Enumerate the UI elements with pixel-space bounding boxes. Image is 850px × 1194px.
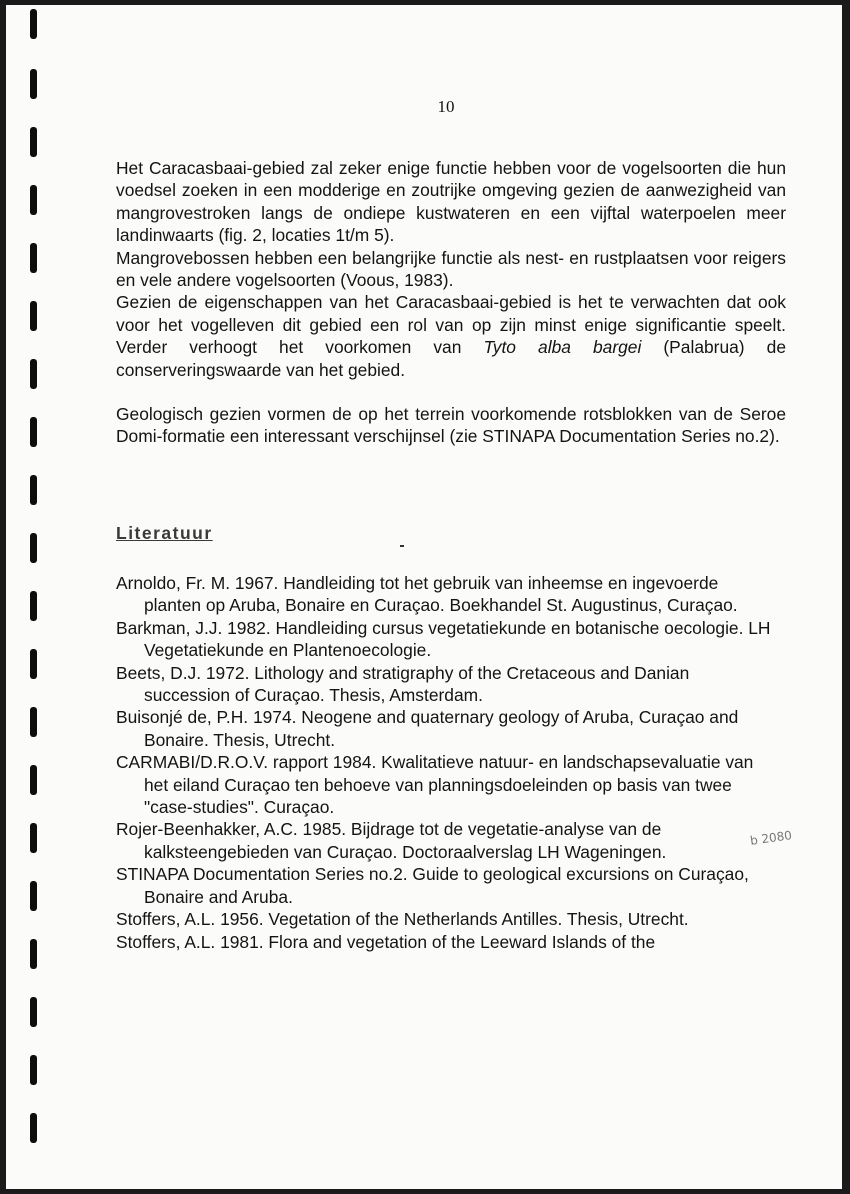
paragraph-mangroves: Mangrovebossen hebben een belangrijke functie als nest- en rustplaatsen voor reigers en vele andere vogelsoorten (Voous, 1983).	[116, 247, 786, 291]
reference-item: Rojer-Beenhakker, A.C. 1985. Bijdrage tot de vegetatie-analyse van de kalksteengebieden van Curaçao. Doctoraalverslag LH Wageningen.	[116, 819, 667, 862]
paragraph-birds: Het Caracasbaai-gebied zal zeker enige functie hebben voor de vogelsoorten die hun voedsel zoeken in een modderige en zoutrijke omgeving gezien de aanwezigheid van mangrovestroken langs de ondiepe kustwateren en een vijftal waterpoelen meer landinwaarts (fig. 2, locaties 1t/m 5).	[116, 158, 786, 246]
binding-hole	[30, 185, 37, 215]
binding-hole	[30, 359, 37, 389]
binding-hole	[30, 301, 37, 331]
paragraph-significance-text: Gezien de eigenschappen van het Caracasbaai-gebied is het te verwachten dat ook voor het vogelleven dit gebied een rol van op zijn minst enige significantie speelt. Verder verhoogt het voorkomen van	[116, 292, 786, 358]
binding-hole	[30, 9, 37, 39]
paragraph-significance	[116, 291, 786, 381]
binding-hole	[30, 1113, 37, 1143]
document-page	[6, 5, 842, 1189]
binding-hole	[30, 1055, 37, 1085]
binding-hole	[30, 417, 37, 447]
binding-hole	[30, 939, 37, 969]
binding-hole	[30, 475, 37, 505]
binding-hole	[30, 591, 37, 621]
binding-hole	[30, 533, 37, 563]
reference-item: Stoffers, A.L. 1956. Vegetation of the Netherlands Antilles. Thesis, Utrecht.	[116, 909, 689, 930]
page-number: 10	[437, 97, 455, 116]
reference-item: Stoffers, A.L. 1981. Flora and vegetation of the Leeward Islands of the	[116, 931, 656, 952]
species-name: Tyto alba bargei	[483, 337, 642, 358]
literature-heading: Literatuur	[116, 523, 213, 543]
paragraph-significance-tail: (Palabrua) de conserveringswaarde van het gebied.	[116, 337, 786, 380]
paragraph-geology: Geologisch gezien vormen de op het terrein voorkomende rotsblokken van de Seroe Domi-formatie een interessant verschijnsel (zie STINAPA Documentation Series no.2).	[116, 404, 786, 447]
reference-list	[116, 572, 776, 953]
binding-hole	[30, 127, 37, 157]
stray-mark	[400, 545, 404, 547]
reference-item: Barkman, J.J. 1982. Handleiding cursus vegetatiekunde en botanische oecologie. LH Vegetatiekunde en Plantenoecologie.	[116, 617, 771, 661]
binding-hole	[30, 243, 37, 273]
body-text	[116, 157, 786, 448]
binding-hole	[30, 997, 37, 1027]
binding-hole	[30, 881, 37, 911]
reference-item: STINAPA Documentation Series no.2. Guide to geological excursions on Curaçao, Bonaire and Aruba.	[116, 864, 749, 907]
reference-item: Arnoldo, Fr. M. 1967. Handleiding tot het gebruik van inheemse en ingevoerde planten op Aruba, Bonaire en Curaçao. Boekhandel St. Augustinus, Curaçao.	[116, 573, 738, 616]
binding-hole	[30, 765, 37, 795]
reference-item: CARMABI/D.R.O.V. rapport 1984. Kwalitatieve natuur- en landschapsevaluatie van het eiland Curaçao ten behoeve van planningsdoeleinden op basis van twee "case-studies". Curaçao.	[116, 752, 754, 818]
binding-hole	[30, 649, 37, 679]
binding-hole	[30, 823, 37, 853]
reference-item: Buisonjé de, P.H. 1974. Neogene and quaternary geology of Aruba, Curaçao and Bonaire. Thesis, Utrecht.	[116, 707, 739, 750]
handwritten-note: b 2080	[749, 828, 793, 848]
binding-holes	[30, 5, 44, 1189]
binding-hole	[30, 707, 37, 737]
binding-hole	[30, 69, 37, 99]
reference-item: Beets, D.J. 1972. Lithology and stratigraphy of the Cretaceous and Danian succession of Curaçao. Thesis, Amsterdam.	[116, 662, 690, 706]
